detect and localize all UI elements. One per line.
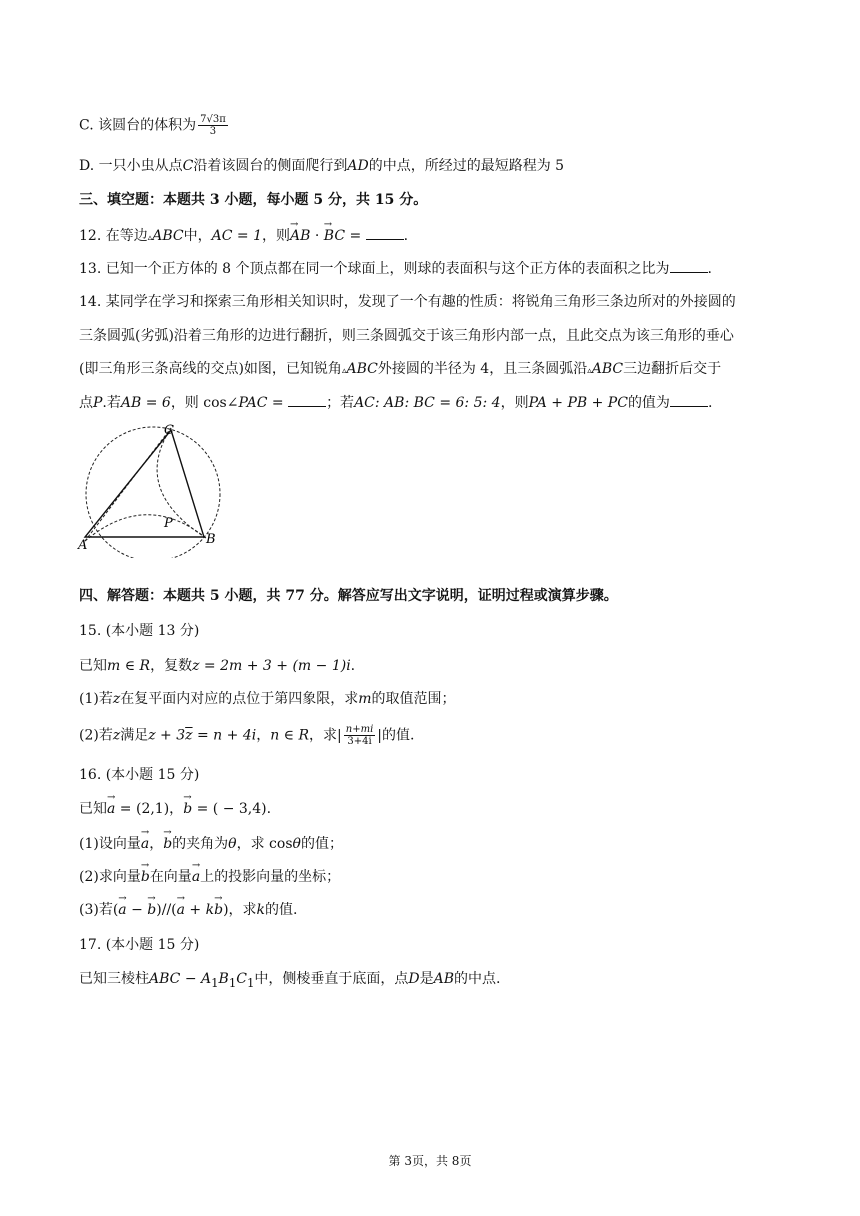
question-16-part-3: (3)若(→ a − → b)//(→ a + k→ b)，求k的值. <box>79 900 297 920</box>
question-15-title: 15. (本小题 13 分) <box>79 623 200 639</box>
question-12: 12. 在等边▵ABC中，AC = 1，则→ AB · → BC = . <box>79 226 408 248</box>
label-a: A <box>78 538 88 553</box>
question-16-title: 16. (本小题 15 分) <box>79 767 200 783</box>
label-b: B <box>206 532 216 547</box>
q11-option-d: D. 一只小虫从点C沿着该圆台的侧面爬行到AD的中点，所经过的最短路程为 5 <box>79 158 565 174</box>
question-16-part-2: (2)求向量→ b在向量→ a上的投影向量的坐标； <box>79 867 340 887</box>
question-14-line-3: (即三角形三条高线的交点)如图，已知锐角▵ABC外接圆的半径为 4，且三条圆弧沿▵ABC三边翻折后交于 <box>79 361 722 377</box>
question-15-given: 已知m ∈ R，复数z = 2m + 3 + (m − 1)i. <box>79 658 356 674</box>
page-footer: 第 3页，共 8页 <box>388 1154 472 1168</box>
volume-fraction: $\frac{7√3\pi}{3}$ <box>200 114 226 137</box>
question-16-part-1: (1)设向量→ a，→ b的夹角为θ，求 cosθ的值； <box>79 834 343 854</box>
triangle-circle-figure <box>76 420 228 558</box>
question-14-line-1: 14. 某同学在学习和探索三角形相关知识时，发现了一个有趣的性质：将锐角三角形三条边所对的外接圆的 <box>79 294 736 310</box>
question-15-part-1: (1)若z在复平面内对应的点位于第四象限，求m的取值范围； <box>79 691 456 707</box>
q11-option-c <box>79 114 230 137</box>
label-p: P <box>164 516 173 531</box>
circumcircle <box>86 427 220 558</box>
question-14-line-2: 三条圆弧(劣弧)沿着三角形的边进行翻折，则三条圆弧交于该三角形内部一点，且此交点为该三角形的垂心 <box>79 328 734 344</box>
answer-blank[interactable] <box>288 394 326 407</box>
question-16-given: 已知→ a = (2,1)，→ b = ( − 3,4). <box>79 799 271 819</box>
answer-blank[interactable] <box>670 394 708 407</box>
answer-blank[interactable] <box>366 227 404 240</box>
question-17-title: 17. (本小题 15 分) <box>79 937 200 953</box>
answer-blank[interactable] <box>670 260 708 273</box>
label-c: C <box>164 423 174 438</box>
question-15-part-2: (2)若z满足$z + 3\overline{z} = n + 4i$，n ∈ R，求| $\frac{n+mi}{3+4i}$ |的值. <box>79 724 415 747</box>
section-4-heading: 四、解答题：本题共 5 小题，共 77 分。解答应写出文字说明，证明过程或演算步骤。 <box>79 588 618 604</box>
question-14-line-4: 点P.若AB = 6，则 cos∠PAC = ；若AC: AB: BC = 6: 5: 4，则PA + PB + PC的值为 . <box>79 395 713 411</box>
option-c-text: C. 该圆台的体积为 <box>79 117 197 134</box>
question-17-text: 已知三棱柱ABC − $A_1B_1C_1$中，侧棱垂直于底面，点D是AB的中点. <box>79 971 501 990</box>
modulus-fraction: $\frac{n+mi}{3+4i}$ <box>345 724 374 747</box>
triangle-abc <box>85 430 204 537</box>
section-3-heading: 三、填空题：本题共 3 小题，每小题 5 分，共 15 分。 <box>79 192 428 208</box>
question-13: 13. 已知一个正方体的 8 个顶点都在同一个球面上，则球的表面积与这个正方体的表面积之比为 . <box>79 261 712 277</box>
